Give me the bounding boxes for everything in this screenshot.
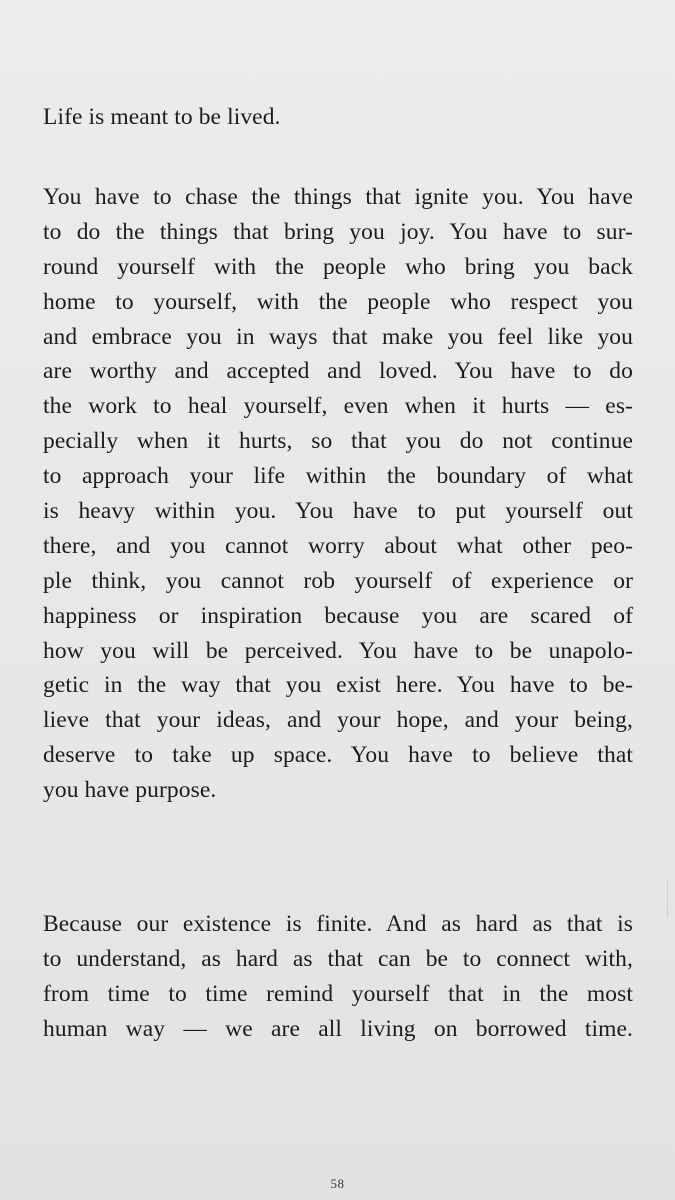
text-line: round yourself with the people who bring you back — [43, 253, 633, 280]
page-number: 58 — [330, 1176, 345, 1191]
text-line: are worthy and accepted and loved. You have to do — [43, 358, 633, 385]
text-line: pecially when it hurts, so that you do not continue — [43, 428, 633, 455]
text-line: how you will be perceived. You have to be unapolo- — [43, 637, 633, 664]
text-line: to understand, as hard as that can be to connect with, — [43, 945, 633, 972]
text-line: to do the things that bring you joy. You have to sur- — [43, 218, 633, 245]
page-crease — [667, 880, 668, 918]
paragraph-closing — [43, 907, 633, 1047]
text-line: and embrace you in ways that make you feel like you — [43, 323, 633, 350]
text-line: Because our existence is finite. And as hard as that is — [43, 911, 633, 937]
paragraph-opening — [43, 100, 633, 135]
text-line: you have purpose. — [43, 777, 217, 804]
text-line: You have to chase the things that ignite you. You have — [43, 184, 633, 210]
paragraph-body — [43, 180, 633, 808]
text-line: getic in the way that you exist here. You have to be- — [43, 672, 633, 699]
text-line: home to yourself, with the people who respect you — [43, 288, 633, 315]
text-line: happiness or inspiration because you are scared of — [43, 602, 633, 629]
text-line: there, and you cannot worry about what other peo- — [43, 532, 633, 559]
text-line: deserve to take up space. You have to believe that — [43, 742, 633, 769]
text-line: from time to time remind yourself that in the most — [43, 980, 633, 1007]
text-line: is heavy within you. You have to put yourself out — [43, 498, 633, 525]
text-line: lieve that your ideas, and your hope, and your being, — [43, 707, 633, 734]
text-line: the work to heal yourself, even when it hurts — es- — [43, 393, 633, 420]
text-line: Life is meant to be lived. — [43, 104, 281, 130]
text-line: human way — we are all living on borrowed time. — [43, 1015, 633, 1042]
text-line: to approach your life within the boundary of what — [43, 463, 633, 490]
text-line: ple think, you cannot rob yourself of experience or — [43, 567, 633, 594]
